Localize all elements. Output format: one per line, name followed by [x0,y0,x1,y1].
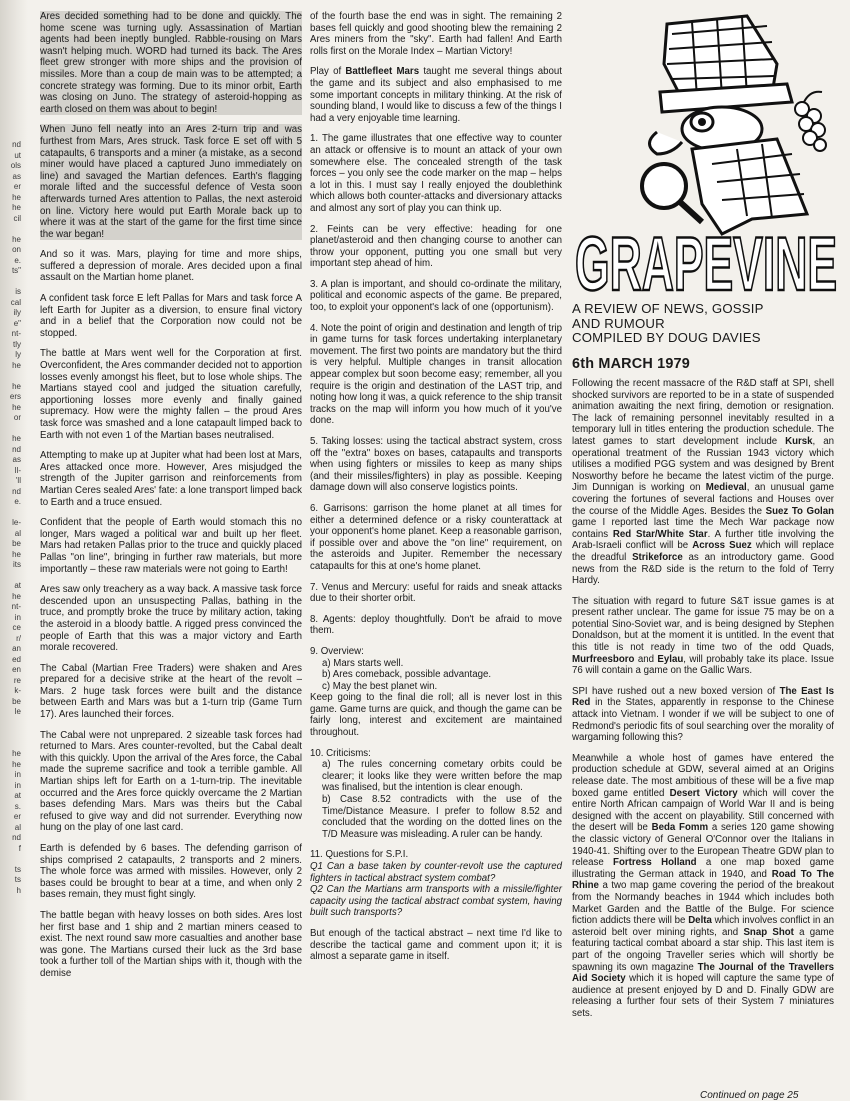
grapevine-title-text: GRAPEVINE [575,222,837,300]
margin-fragment: ly [15,350,21,359]
subtitle-line-1: A REVIEW OF NEWS, GOSSIP [572,301,764,316]
questions-heading: 11. Questions for S.P.I. [310,849,409,861]
article-column-2 [310,11,562,972]
margin-fragment: nt- [11,602,21,611]
margin-fragment [0,224,24,235]
margin-fragment: ll- [14,465,21,475]
list-item: a) Mars starts well. [322,657,404,669]
question-1: Q1 Can a base taken by counter-revolt use the captured fighters in tactical abstract system combat? [310,861,562,884]
issue-date: 6th MARCH 1979 [572,355,690,372]
list-item: b) Ares comeback, possible advantage. [322,669,492,681]
paragraph: Meanwhile a whole host of games have entered the production schedule at GDW, several aimed at an Origins release date. The most ambitious of these will be a five map boxed game entitled Desert Victory which will cover the entire North African campaign of World War II and is being designed with the accent on playability. Still concerned with the desert will be Beda Fomm a series 120 game showing the classic victory of General O'Connor over the Italians in 1940-41. Shifting over to the European Theatre GDW plan to release Fortress Holland a one map boxed game illustrating the German attack in 1940, and Road To The Rhine a two map game covering the period of the breakout from the Normandy beaches in 1944 which includes both Market Garden and the Battle of the Bulge. For science fiction addicts there will be Delta which involves conflict in an asteroid belt over mining rights, and Snap Shot a game featuring tactical combat aboard a star ship. This last item is part of the ongoing Traveller series which will shortly be spawning its own magazine The Journal of the Travellers Aid Society which it is hoped will capture the same type of audience at present enjoyed by D and D. Finally GDW are releasing a further four sets of their System 7 miniatures sets. [572,752,834,1019]
paragraph: When Juno fell neatly into an Ares 2-turn trip and was furthest from Mars, Ares struck. Task force E set off with 5 catapaults, 6 transports and a miner (a mistake, as a second miner would have placed a captured Juno immediately on line) and savaged the Martian defences. Earth's flagging morale lifted and the successful defence of Vesta soon afterwards turned Ares attention to Pallas, the next asteroid on line. Victory here would put Earth Morale back up to where it was at the start of the game for the first time since the war began! [40,124,302,240]
margin-fragment: nd [12,833,21,842]
margin-fragment [0,728,24,739]
margin-fragment: he [12,234,21,244]
margin-fragment: in [14,770,21,779]
margin-fragment [0,739,24,750]
margin-fragment: ols [10,161,21,170]
paragraph: The battle began with heavy losses on both sides. Ares lost her first base and 1 ship and 2 martian miners ceased to exist. The next round saw more casualties and another base was gone. The Martians cursed their luck as the 3rd base took a further toll of the Martian ships with it, though with the demise [40,909,302,979]
margin-fragment: at [14,581,21,590]
margin-fragment: ers [9,392,21,401]
margin-fragment [0,571,24,582]
margin-fragment: at [14,791,21,800]
margin-fragment: tly [13,339,21,349]
margin-fragment: r/ [16,633,21,643]
paragraph: Keep going to the final die roll; all is never lost in this game. Game turns are quick, and though the game can be fairly long, interest and excitement are maintained throughout. [310,692,562,739]
margin-fragment [0,424,24,435]
margin-fragment: he [12,381,21,391]
list-item: 1. The game illustrates that one effective way to counter an attack or offensive is to mount an attack of your own somewhere else. The concealed strength of the task forces – you only see the code marker on the map – helps a lot in this. I must say I really enjoyed the doublethink which allows both counter-attacks and diversionary attacks and almost any sort of play you can think up. [310,133,562,214]
margin-fragment: ts [14,875,21,884]
margin-fragment: on [12,245,21,254]
overview-heading: 9. Overview: [310,645,364,657]
margin-fragment: s. [14,801,21,811]
paragraph: Attempting to make up at Jupiter what had been lost at Mars, Ares attacked once more. However, Ares misjudged the strength of the Jupiter garrison and reinforcements from Martian Ceres sealed Ares' fate: a lone transport limped back to Earth and a truce ensued. [40,450,302,508]
margin-fragment [0,508,24,519]
paragraph: The battle at Mars went well for the Corporation at first. Overconfident, the Ares commander decided not to apportion losses evenly amongst his fleet, but to lose whole ships. The Martians stayed cool and judged the situation carefully, apportioning losses more evenly and finally gained supremacy. How were the mighty fallen – the proud Ares task force was smashed and a lone catapault limped back to Earth with not even 1 of the Martian bases neutralised. [40,348,302,441]
margin-fragment: al [14,822,21,832]
margin-fragment: he [12,360,21,370]
margin-fragment: in [14,780,21,790]
margin-fragment: in [14,612,21,622]
paragraph: Following the recent massacre of the R&D staff at SPI, shell shocked survivors are reported to be in a state of suspended animation awaiting the next firing, demotion or resignation. The lack of remaining personnel inevitably resulted in a temporary lull in titles entering the production schedule. The latest games to start development include Kursk, an operational treatment of the Russian 1943 victory which utilises a modified PGG system and was designed by Brent Nosworthy before he became the latest victim of the purge. Jim Dunnigan is working on Medieval, an unusual game covering the fortunes of several factions and Houses over the course of the Middle Ages. Besides the Suez To Golan game I reported last time the Mech War package now contains Red Star/White Star. A further title involving the Arab-Israeli conflict will be Across Suez which will replace the dreadful Strikeforce as an introductory game. Good news from the R&D side is the return to the fold of Terry Hardy. [572,378,835,587]
margin-fragment: he [12,402,21,412]
margin-fragment: be [12,539,21,548]
grapevine-column [572,378,834,1028]
margin-fragment: is [15,287,21,296]
paragraph: Ares decided something had to be done and quickly. The home scene was turning ugly. Assassination of Martian agents had been ineptly bungled. Rabble-rousing on Mars wasn't helping much. WORD had turned its back. The Ares fleet grew stronger with more ships and the provision of missiles. More than a coup de main was to be attempted; a concrete strategy was forming. Due to its minor orbit, Earth was closing on Juno. The strategy of asteroid-hopping as earth closed on them was about to begin! [40,11,302,115]
paragraph: Play of Battlefleet Mars taught me several things about the game and its subject and also emphasised to me some important concepts in military thinking. At the risk of sounding bland, I would like to discuss a few of the things I had a very enjoyable time learning. [310,66,562,124]
margin-fragment: he [12,192,21,202]
margin-fragment: he [12,549,21,559]
list-item: 3. A plan is important, and should co-ordinate the military, political and economic aspects of the game. Be prepared, too, to exploit your opponent's lack of one (opportunism). [310,278,562,314]
margin-fragment: f [18,843,21,853]
paragraph: A confident task force E left Pallas for Mars and task force A left Earth for Jupiter as a diversion, to ensure final victory and in a belief that the Corporation now could not be stopped. [40,293,302,339]
margin-fragment: le [14,707,21,716]
byline: COMPILED BY DOUG DAVIES [572,330,761,345]
margin-fragment: cal [10,297,21,307]
criticisms-section [310,748,562,841]
margin-fragment [0,854,24,865]
margin-fragment: ce [12,623,21,632]
paragraph: Ares saw only treachery as a way back. A massive task force descended upon an unsuspecting Pallas, bathing in the truce, and promptly broke the truce by military action, taking the asteroid in a bloody battle. A rigged press convinced the people of Earth that this was a major victory and Earth morale recovered. [40,584,302,654]
paragraph: a) The rules concerning cometary orbits could be clearer; it looks like they were written before the map was finalised, but the intention is clear enough. [322,759,562,794]
margin-fragment: as [12,171,21,181]
paragraph: The Cabal were not unprepared. 2 sizeable task forces had returned to Mars. Ares counter-revolted, but the Cabal dealt with this quickly. Upon the arrival of the Ares force, the Cabal made the supreme sacrifice and took a terrible gamble. All Martian ships left for Earth on a 1-turn-trip. The inevitable occurred and the Ares force quickly overcame the 2 Martian bases defending Mars. Mars was theirs but the Cabal refused to give way and did not surrender. Everything now hung on the play of one last card. [40,729,302,834]
margin-fragment: le- [12,518,21,527]
margin-fragment: h [16,885,21,895]
article-column-1 [40,11,302,989]
paragraph: And so it was. Mars, playing for time and more ships, suffered a depression of morale. Ares decided upon a final assault on the Martian home planet. [40,249,302,284]
margin-fragment: nt- [11,329,21,338]
continued-note: Continued on page 25 [700,1090,799,1101]
subtitle-line-2: AND RUMOUR [572,315,665,331]
overview-section [310,646,562,739]
margin-fragment: nd [12,140,21,149]
margin-fragment: its [13,560,21,569]
margin-fragment [0,277,24,288]
margin-fragment: 'll [15,476,21,485]
margin-fragment: ed [12,654,21,664]
margin-fragment: he [12,749,21,758]
margin-fragment: e" [13,318,21,328]
margin-fragment: an [12,644,21,653]
margin-fragment: he [12,434,21,443]
margin-fragment: en [12,665,21,674]
lessons-list [310,133,562,637]
margin-fragment: e. [14,497,21,506]
list-item: 2. Feints can be very effective: heading for one planet/asteroid and then changing course to another can throw your opponent, putting you one small but very important step ahead of him. [310,223,562,270]
margin-fragment: ut [14,150,21,160]
margin-fragment: ts" [11,266,21,275]
margin-fragment: al [14,528,21,538]
list-item: 7. Venus and Mercury: useful for raids and sneak attacks due to their shorter orbit. [310,581,562,605]
margin-fragment: k- [14,686,21,695]
margin-fragment: as [12,455,21,464]
margin-fragment: ts [14,864,21,874]
list-item: 6. Garrisons: garrison the home planet at all times for either a determined defence or a risky counterattack at your opponent's home planet. Keep a reasonable garrison, if possible over and above the "on line" requirement, on the asteroids and Jupiter. Remember the necessary catapaults for this at one's home planet. [310,502,562,572]
margin-fragment: he [12,591,21,601]
margin-fragments [0,140,24,896]
margin-fragment [0,718,24,729]
list-item: 5. Taking losses: using the tactical abstract system, cross off the "extra" boxes on bases, catapaults and transports when using fighters or missiles to keep as many ships (and their missiles/fighters) in play as possible. Keeping damage down will also conserve logistics points. [310,436,562,494]
margin-fragment: be [12,696,21,706]
questions-section [310,849,562,919]
paragraph: Confident that the people of Earth would stomach this no longer, Mars waged a political war and built up her fleet. Mars had retaken Pallas prior to the truce and quickly placed Pallas "on line", bringing in further raw materials, but more importantly – these raw materials were not going to Earth! [40,517,302,575]
margin-fragment: he [12,759,21,769]
grapevine-header [572,302,840,371]
list-item: 4. Note the point of origin and destination and length of trip in game turns for task forces undertaking interplanetary movement. The first two points are mandatory but the third is very helpful. Multiple changes in transit allocation appear complex but soon become easy; remember, all you require is the origin and destination of the LAST trip, and noting how long it was, a quick reference to the ship transit tracks on the map will inform you how much of it you've done. [310,322,562,427]
margin-fragment: nd [12,444,21,454]
margin-fragment: re [13,675,21,685]
criticisms-heading: 10. Criticisms: [310,747,371,759]
margin-fragment: e. [14,255,21,265]
list-item: 8. Agents: deploy thoughtfully. Don't be afraid to move them. [310,613,562,637]
margin-fragment: cil [13,213,21,223]
list-item: c) May the best planet win. [322,680,438,692]
margin-fragment: or [13,413,21,422]
paragraph: The Cabal (Martian Free Traders) were shaken and Ares prepared for a decisive strike at the heart of the revolt – Mars. 2 huge task forces were built and the distance between Earth and Mars was but a 1-turn trip (Game Turn 17). Ares launched their forces. [40,662,302,721]
paragraph: The situation with regard to future S&T issue games is at present rather unclear. The game for issue 75 may be on a potential Sino-Soviet war, and is being designed by Stephen Donaldson, but at the moment it is untitled. In the event that this title is not ready in time two of the odd Quads, Murfreesboro and Eylau, will probably take its place. Issue 76 will contain a game on the Gallic Wars. [572,595,834,677]
paragraph: SPI have rushed out a new boxed version of The East Is Red in the States, apparently in response to the Chinese attack into Vietnam. I wonder if we will be subject to one of Redmond's periodic fits of soul searching over the morality of wargaming following this? [572,685,834,744]
grapevine-title [572,220,840,300]
margin-fragment: ily [13,308,21,317]
margin-fragment: he [12,203,21,212]
margin-fragment: er [13,812,21,821]
margin-fragment [0,371,24,382]
paragraph: Earth is defended by 6 bases. The defending garrison of ships comprised 2 catapaults, 2 transports and 2 miners. The whole force was armed with missiles. However, only 2 bases could be brought to bear at a time, and when only 2 bases remain, they must fight singly. [40,843,302,901]
margin-fragment: nd [12,486,21,496]
paragraph: b) Case 8.52 contradicts with the use of the Time/Distance Measure. I prefer to follow 8.52 and concluded that the wording on the dotted lines on the T/D Measure was misleading. A ruler can be handy. [322,794,562,840]
margin-fragment: er [13,182,21,191]
paragraph: But enough of the tactical abstract – next time I'd like to describe the tactical game and comment upon it; it is almost a separate game in itself. [310,927,562,963]
adjacent-page-bleed [0,0,28,1100]
question-2: Q2 Can the Martians arm transports with a missile/fighter capacity using the tactical abstract combat system, having built such transports? [310,884,562,919]
paragraph: of the fourth base the end was in sight. The remaining 2 bases fell quickly and good shooting blew the remaining 2 Ares miners from the "sky". Earth had fallen! And Earth rolls first on the Morale Index – Martian Victory! [310,11,562,57]
